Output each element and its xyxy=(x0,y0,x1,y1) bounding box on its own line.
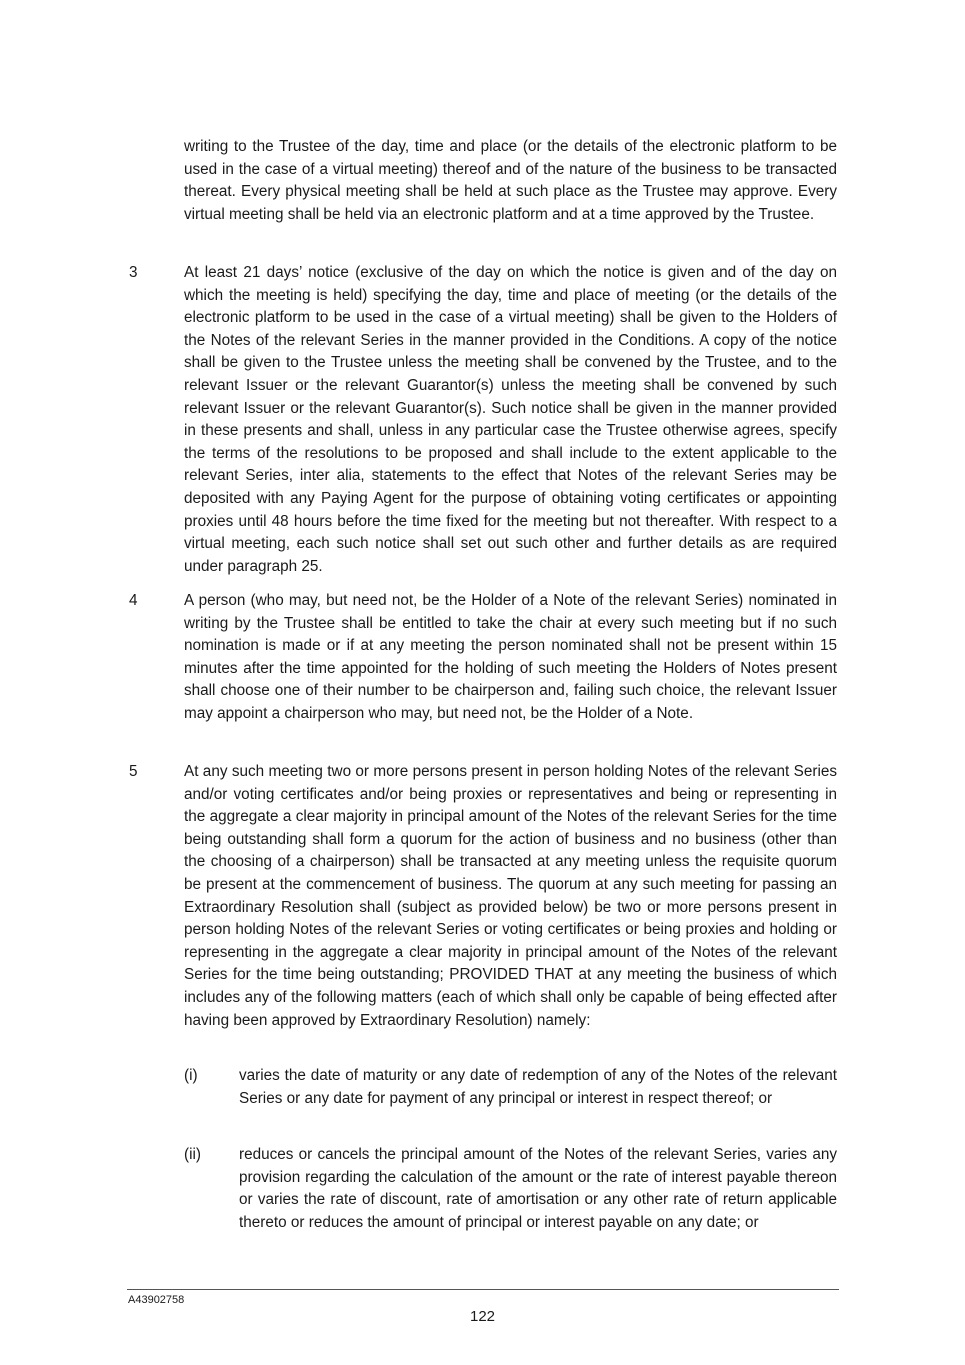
document-reference: A43902758 xyxy=(128,1294,185,1306)
subparagraph-number-ii: (ii) xyxy=(184,1146,201,1163)
paragraph-5-text: At any such meeting two or more persons present in person holding Notes of the relevant Series and/or voting certificates and/or being proxies or representatives and being or representing in the aggregate a clear majority in principal amount of the Notes of the relevant Series for the time being outstanding shall form a quorum for the action of business and no business (other than the choosing of a chairperson) shall be transacted at any meeting unless the requisite quorum be present at the commencement of business. The quorum at any such meeting for passing an Extraordinary Resolution shall (subject as provided below) be two or more persons present in person holding Notes of the relevant Series or voting certificates or being proxies and holding or representing in the aggregate a clear majority in principal amount of the Notes of the relevant Series for the time being outstanding; PROVIDED THAT at any meeting the business of which includes any of the following matters (each of which shall only be capable of being effected after having been approved by Extraordinary Resolution) namely: xyxy=(184,763,837,1029)
subparagraph-ii-text: reduces or cancels the principal amount of the Notes of the relevant Series, varies any provision regarding the calculation of the amount or the rate of interest payable thereon or varies the rate of discount, rate of amortisation or any other rate of return applicable thereto or reduces the amount of principal or interest payable on any date; or xyxy=(239,1146,837,1231)
paragraph-number-5: 5 xyxy=(129,763,138,780)
subparagraph-i-text: varies the date of maturity or any date of redemption of any of the Notes of the relevant Series or any date for payment of any principal or interest in respect thereof; or xyxy=(239,1067,837,1107)
subparagraph-number-i: (i) xyxy=(184,1067,198,1084)
paragraph-4-text: A person (who may, but need not, be the Holder of a Note of the relevant Series) nominated in writing by the Trustee shall be entitled to take the chair at every such meeting but if no such nomination is made or if at any meeting the person nominated shall not be present within 15 minutes after the time appointed for the holding of such meeting the Holders of Notes present shall choose one of their number to be chairperson and, failing such choice, the relevant Issuer may appoint a chairperson who may, but need not, be the Holder of a Note. xyxy=(184,592,837,722)
footer-divider xyxy=(127,1289,839,1290)
page-number: 122 xyxy=(469,1308,496,1325)
paragraph-number-4: 4 xyxy=(129,592,138,609)
paragraph-number-3: 3 xyxy=(129,264,138,281)
continuation-paragraph: writing to the Trustee of the day, time and place (or the details of the electronic platform to be used in the case of a virtual meeting) thereof and of the nature of the business to be transacted thereat. Every physical meeting shall be held at such place as the Trustee may approve. Every virtual meeting shall be held via an electronic platform and at a time approved by the Trustee. xyxy=(184,138,837,223)
paragraph-3-text: At least 21 days’ notice (exclusive of the day on which the notice is given and of the day on which the meeting is held) specifying the day, time and place of meeting (or the details of the electronic platform to be used in the case of a virtual meeting) shall be given to the Holders of the Notes of the relevant Series in the manner provided in the Conditions. A copy of the notice shall be given to the Trustee unless the meeting shall be convened by the Trustee, and to the relevant Issuer or the relevant Guarantor(s) unless the meeting shall be convened by such relevant Issuer or the relevant Guarantor(s). Such notice shall be given in the manner provided in these presents and shall, unless in any particular case the Trustee otherwise agrees, specify the terms of the resolutions to be proposed and shall include to the extent applicable to the relevant Series, inter alia, statements to the effect that Notes of the relevant Series may be deposited with any Paying Agent for the purpose of obtaining voting certificates or appointing proxies until 48 hours before the time fixed for the meeting but not thereafter. With respect to a virtual meeting, each such notice shall set out such other and further details as are required under paragraph 25. xyxy=(184,264,837,575)
